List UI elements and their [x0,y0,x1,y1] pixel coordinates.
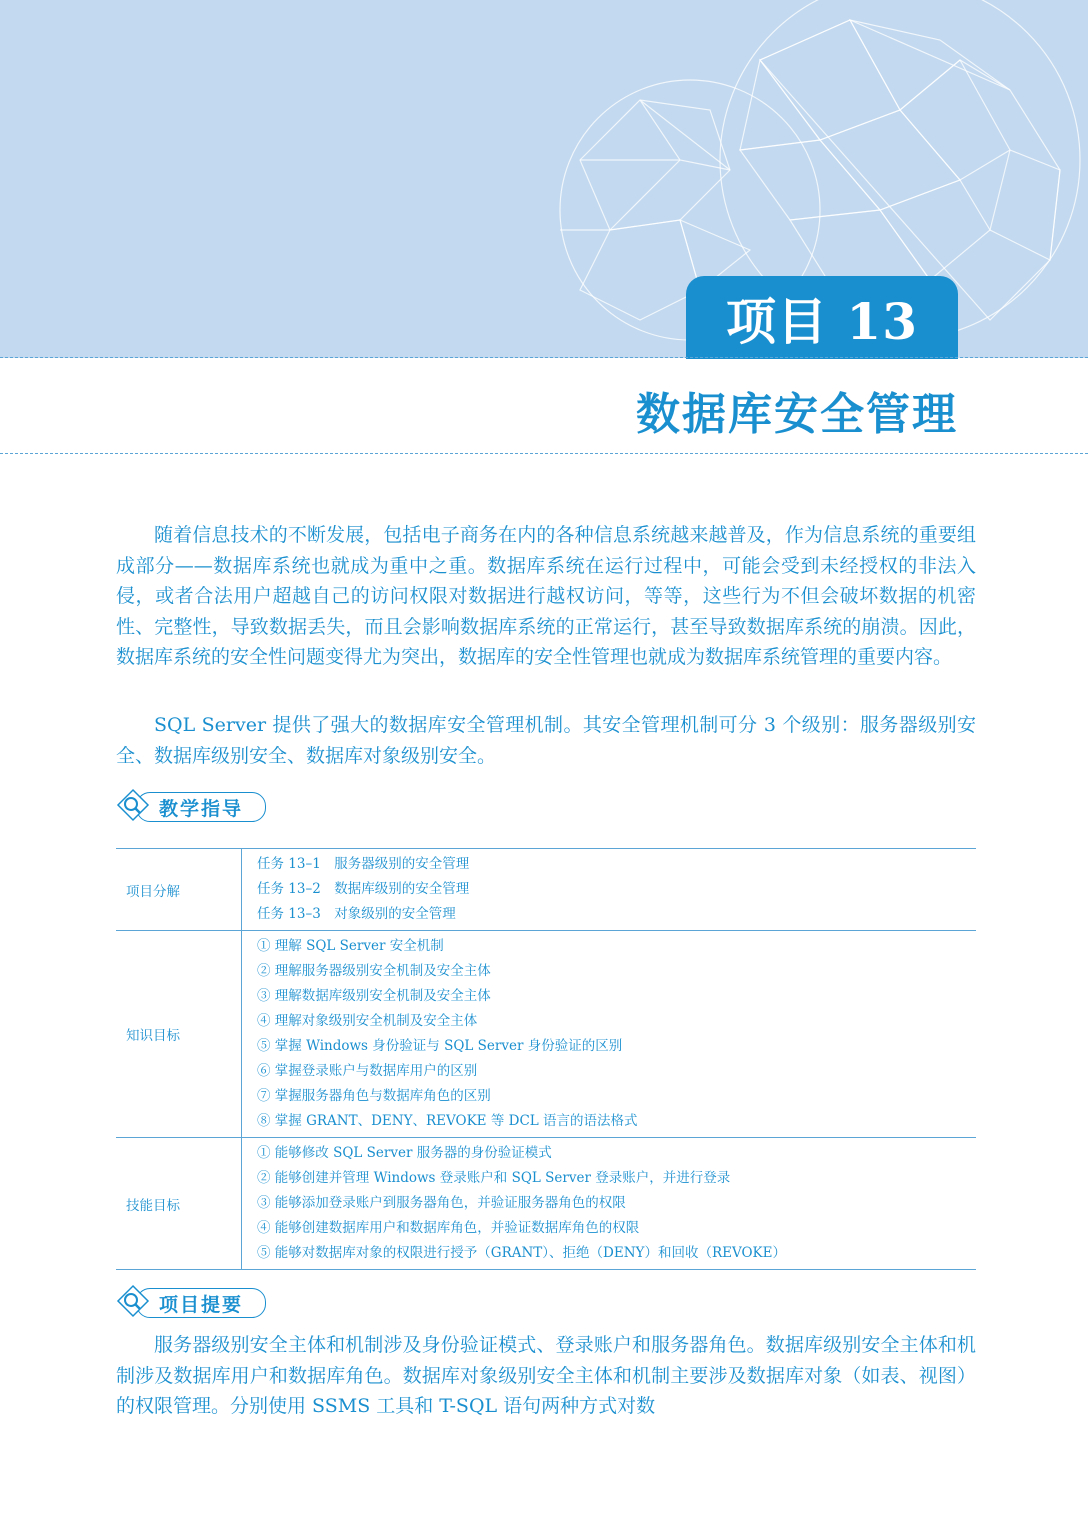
list-item: 任务 13–1 服务器级别的安全管理 [257,856,470,872]
row-category: 项目分解 [116,849,242,931]
list-item: ⑧ 掌握 GRANT、DENY、REVOKE 等 DCL 语言的语法格式 [257,1113,638,1129]
project-summary-heading [116,1284,266,1320]
row-items [242,849,977,931]
list-item: ④ 能够创建数据库用户和数据库角色，并验证数据库角色的权限 [257,1220,640,1236]
list-item: ② 能够创建并管理 Windows 登录账户和 SQL Server 登录账户，并进行登录 [257,1170,731,1186]
row-category: 知识目标 [116,931,242,1138]
teaching-guide-heading-label: 教学指导 [136,792,266,822]
chapter-title: 数据库安全管理 [636,389,958,440]
banner-divider [0,357,1088,358]
intro-paragraph-2: SQL Server 提供了强大的数据库安全管理机制。其安全管理机制可分 3 个级别：服务器级别安全、数据库级别安全、数据库对象级别安全。 [116,714,976,767]
list-item: ④ 理解对象级别安全机制及安全主体 [257,1013,478,1029]
table-row [116,849,976,931]
magnifier-badge-icon [116,1284,150,1318]
list-item: ⑤ 能够对数据库对象的权限进行授予（GRANT）、拒绝（DENY）和回收（REVOKE） [257,1245,786,1261]
list-item: ③ 理解数据库级别安全机制及安全主体 [257,988,491,1004]
title-divider [0,453,1088,454]
teaching-guide-table [116,848,976,1270]
intro-paragraph-1: 随着信息技术的不断发展，包括电子商务在内的各种信息系统越来越普及，作为信息系统的重要组成部分——数据库系统也就成为重中之重。数据库系统在运行过程中，可能会受到未经授权的非法入侵，或者合法用户超越自己的访问权限对数据进行越权访问，等等，这些行为不但会破坏数据的机密性、完整性，导致数据丢失，而且会影响数据库系统的正常运行，甚至导致数据库系统的崩溃。因此，数据库系统的安全性问题变得尤为突出，数据库的安全性管理也就成为数据库系统管理的重要内容。 [116,524,976,668]
magnifier-badge-icon [116,788,150,822]
list-item: 任务 13–3 对象级别的安全管理 [257,906,456,922]
table-row [116,931,976,1138]
list-item: ② 理解服务器级别安全机制及安全主体 [257,963,491,979]
project-summary-heading-label: 项目提要 [136,1288,266,1318]
table-row [116,1138,976,1270]
row-items [242,1138,977,1270]
list-item: 任务 13–2 数据库级别的安全管理 [257,881,470,897]
list-item: ⑦ 掌握服务器角色与数据库角色的区别 [257,1088,491,1104]
list-item: ⑤ 掌握 Windows 身份验证与 SQL Server 身份验证的区别 [257,1038,623,1054]
row-items [242,931,977,1138]
list-item: ① 能够修改 SQL Server 服务器的身份验证模式 [257,1145,552,1161]
list-item: ③ 能够添加登录账户到服务器角色，并验证服务器角色的权限 [257,1195,626,1211]
teaching-guide-heading [116,788,266,824]
row-category: 技能目标 [116,1138,242,1270]
project-summary-paragraph: 服务器级别安全主体和机制涉及身份验证模式、登录账户和服务器角色。数据库级别安全主体和机制涉及数据库用户和数据库角色。数据库对象级别安全主体和机制主要涉及数据库对象（如表、视图）的权限管理。分别使用 SSMS 工具和 T-SQL 语句两种方式对数 [116,1334,976,1417]
list-item: ⑥ 掌握登录账户与数据库用户的区别 [257,1063,478,1079]
project-number-tab: 项目 13 [686,276,958,359]
list-item: ① 理解 SQL Server 安全机制 [257,938,444,954]
